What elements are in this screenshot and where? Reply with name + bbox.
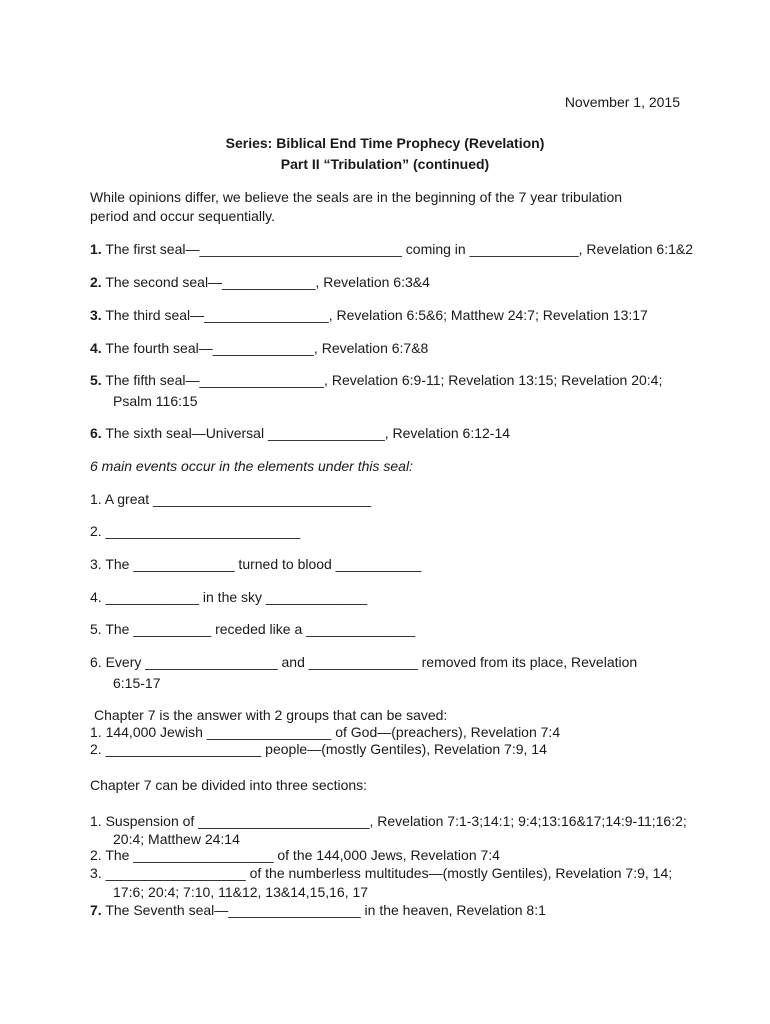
seal-1: [90, 240, 693, 258]
seal-text: The Seventh seal—_________________ in the heaven, Revelation 8:1: [101, 902, 546, 918]
section-1: 1. Suspension of ______________________, Revelation 7:1-3;14:1; 9:4;13:16&17;14:9-11;16:2;: [90, 813, 687, 829]
seal-number: 4.: [90, 340, 102, 356]
event-4: 4. ____________ in the sky _____________: [90, 589, 368, 605]
event-2: 2. _________________________: [90, 523, 301, 539]
section-2: 2. The __________________ of the 144,000 Jews, Revelation 7:4: [90, 847, 500, 863]
seal-number: 5.: [90, 372, 102, 388]
seal-text: The third seal—________________, Revelation 6:5&6; Matthew 24:7; Revelation 13:17: [101, 307, 648, 323]
seal-text: The first seal—__________________________ coming in ______________, Revelation 6:1&2: [101, 241, 694, 257]
seal-6: [90, 424, 510, 442]
chapter-7-group-1: 1. 144,000 Jewish ________________ of God—(preachers), Revelation 7:4: [90, 724, 561, 740]
intro-line-2: period and occur sequentially.: [90, 208, 275, 224]
section-3-continued: 17:6; 20:4; 7:10, 11&12, 13&14,15,16, 17: [113, 884, 369, 900]
chapter-7-group-2: 2. ____________________ people—(mostly Gentiles), Revelation 7:9, 14: [90, 741, 547, 757]
seal-text: The fourth seal—_____________, Revelation 6:7&8: [101, 340, 429, 356]
date: November 1, 2015: [564, 94, 680, 110]
part-title: Part II “Tribulation” (continued): [280, 156, 490, 172]
seal-3: [90, 306, 648, 324]
seal-5: [90, 371, 662, 389]
event-1: 1. A great ____________________________: [90, 491, 372, 507]
seal-2: [90, 273, 430, 291]
events-heading: [90, 457, 413, 475]
event-3: 3. The _____________ turned to blood ___________: [90, 556, 422, 572]
seal-number: 7.: [90, 902, 102, 918]
seal-4: [90, 339, 428, 357]
event-6-continued: 6:15-17: [113, 675, 161, 691]
chapter-7-sections-heading: Chapter 7 can be divided into three sections:: [90, 777, 368, 793]
seventh-seal: [90, 901, 546, 919]
seal-number: 1.: [90, 241, 102, 257]
event-6: 6. Every _________________ and ______________ removed from its place, Revelation: [90, 654, 638, 670]
seal-number: 2.: [90, 274, 102, 290]
series-title: Series: Biblical End Time Prophecy (Revelation): [225, 135, 545, 151]
seal-text: The fifth seal—________________, Revelation 6:9-11; Revelation 13:15; Revelation 20:4;: [101, 372, 663, 388]
section-1-continued: 20:4; Matthew 24:14: [113, 831, 240, 847]
chapter-7-intro: Chapter 7 is the answer with 2 groups that can be saved:: [94, 707, 448, 723]
seal-5-continued: Psalm 116:15: [113, 393, 198, 409]
seal-number: 6.: [90, 425, 102, 441]
seal-text: The sixth seal—Universal _______________, Revelation 6:12-14: [101, 425, 511, 441]
seal-text: The second seal—____________, Revelation 6:3&4: [101, 274, 430, 290]
section-3: 3. __________________ of the numberless multitudes—(mostly Gentiles), Revelation 7:9, 14;: [90, 865, 673, 881]
seal-number: 3.: [90, 307, 102, 323]
intro-line-1: While opinions differ, we believe the seals are in the beginning of the 7 year tribulation: [90, 189, 623, 205]
event-5: 5. The __________ receded like a ______________: [90, 621, 416, 637]
events-heading-text: 6 main events occur in the elements under this seal:: [90, 458, 413, 474]
